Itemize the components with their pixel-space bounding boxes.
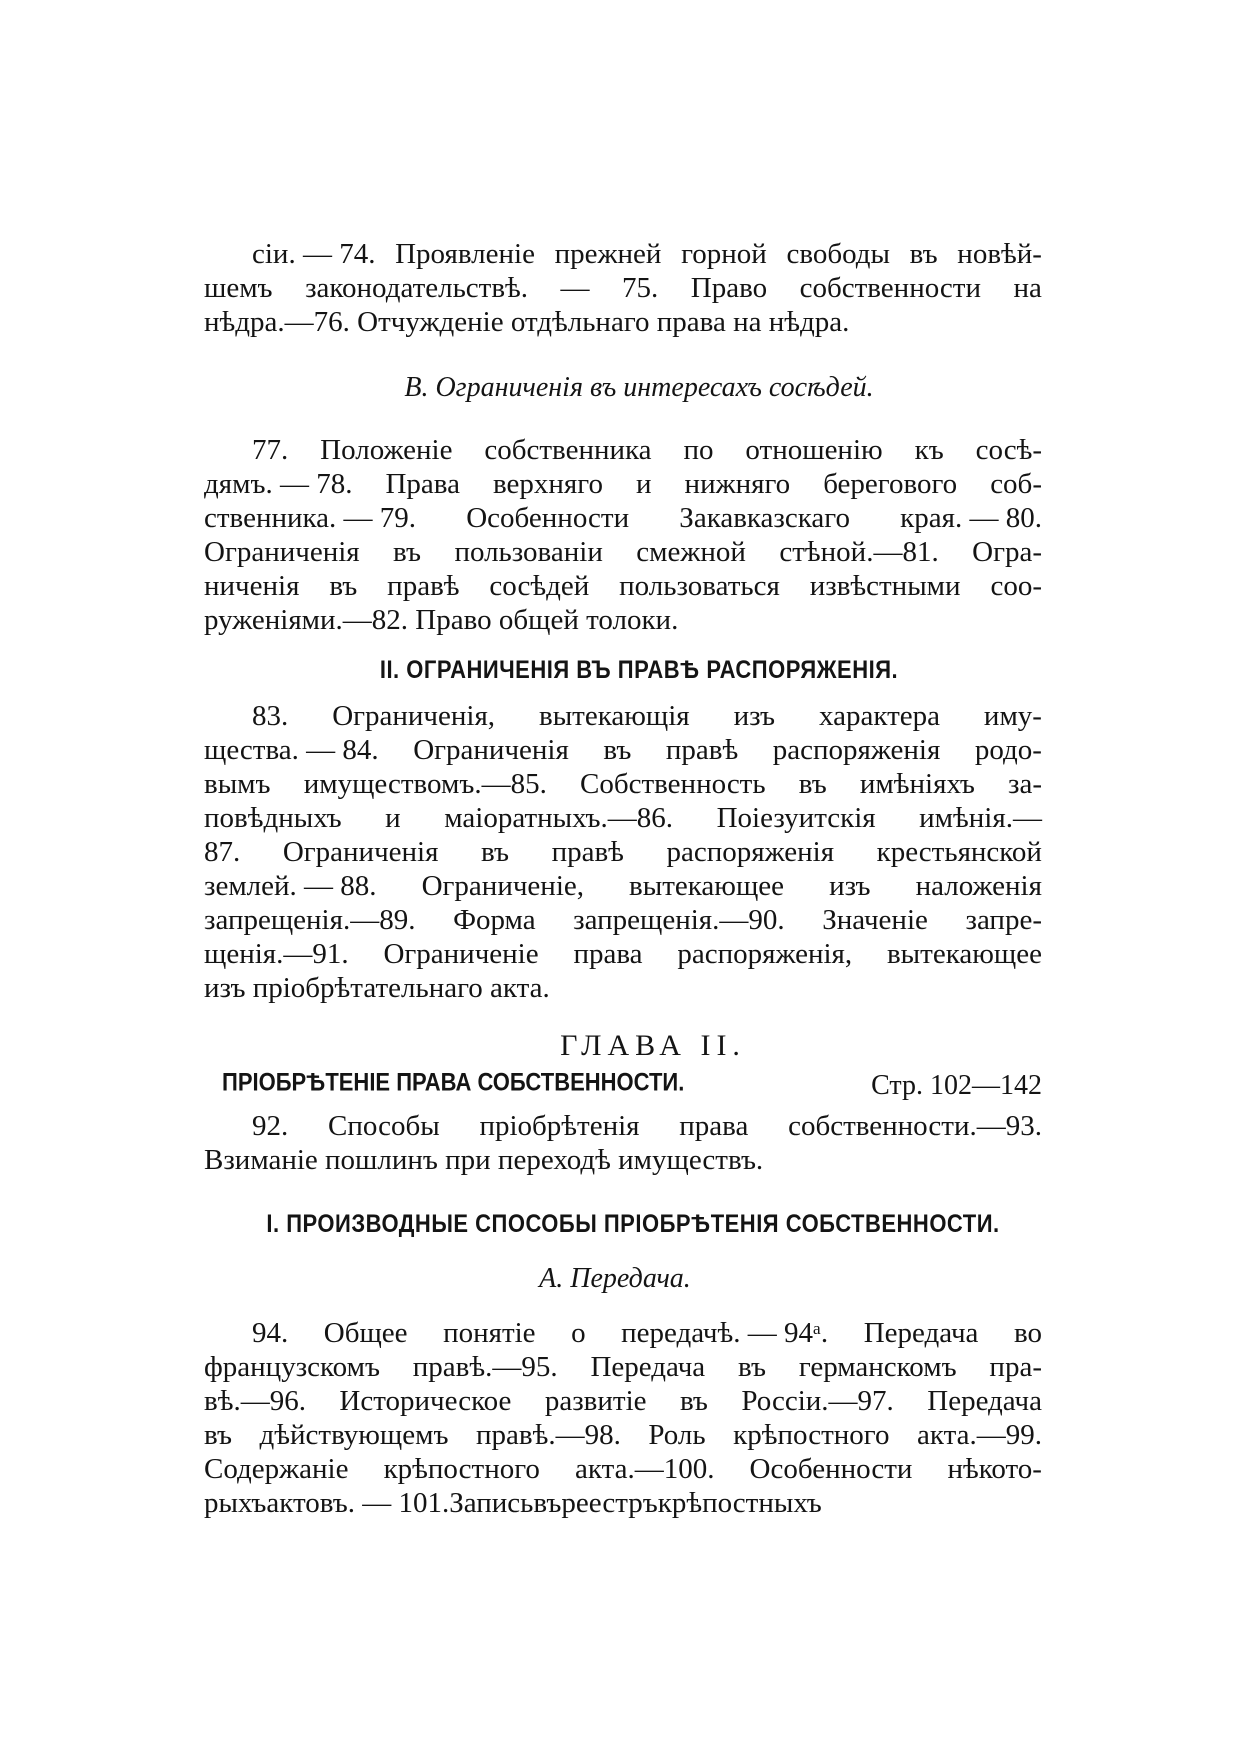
text-segment: Поіезуитскія xyxy=(716,802,876,834)
text-segment: за- xyxy=(1008,768,1042,800)
text-segment: распоряженія, xyxy=(677,938,853,970)
text-segment: 94. xyxy=(252,1317,289,1349)
chapter-page-range: Стр. 102—142 xyxy=(871,1070,1042,1101)
text-line xyxy=(204,1109,1042,1143)
text-segment: Закавказскаго xyxy=(679,502,850,534)
text-segment: соб- xyxy=(990,468,1042,500)
chapter-heading xyxy=(222,1067,1042,1102)
text-segment: Права xyxy=(385,468,460,500)
text-segment: наложенія xyxy=(915,870,1042,902)
text-line xyxy=(204,1316,1042,1350)
text-line xyxy=(204,1452,1042,1486)
text-segment: правѣ.—98. xyxy=(476,1419,621,1451)
text-segment: изъ xyxy=(733,700,776,732)
text-segment: развитіе xyxy=(544,1385,647,1417)
paragraph-neighbor-restrictions xyxy=(204,433,1042,637)
text-segment: нижняго xyxy=(684,468,791,500)
text-segment: рыхъ xyxy=(204,1487,267,1519)
text-line xyxy=(204,1418,1042,1452)
text-line xyxy=(204,467,1042,501)
text-segment: стѣной.—81. xyxy=(779,536,939,568)
text-segment: нѣдра.—76. Отчужденіе отдѣльнаго права на нѣдра. xyxy=(204,306,850,338)
text-segment: и xyxy=(385,802,401,834)
text-line xyxy=(204,501,1042,535)
text-segment: Россіи.—97. xyxy=(741,1385,894,1417)
text-segment: актовъ. — 101. xyxy=(266,1487,450,1519)
text-line xyxy=(204,237,1042,271)
text-segment: правѣ xyxy=(665,734,739,766)
text-segment: законодательствѣ. xyxy=(305,272,529,304)
section-heading-disposal-restrictions: II. ОГРАНИЧЕНІЯ ВЪ ПРАВѢ РАСПОРЯЖЕНІЯ. xyxy=(379,655,899,684)
text-segment: Запись xyxy=(449,1487,534,1519)
text-segment: вѣ.—96. xyxy=(204,1385,306,1417)
text-segment: имѣнія.— xyxy=(919,802,1042,834)
text-segment: пользоваться xyxy=(619,570,780,602)
text-segment: 77. xyxy=(252,434,289,466)
text-segment: Содержаніе xyxy=(204,1453,349,1485)
text-segment: запре- xyxy=(965,904,1042,936)
text-segment: въ xyxy=(603,734,632,766)
text-segment: прежней xyxy=(554,238,662,270)
text-segment: крѣпостного xyxy=(383,1453,540,1485)
text-line xyxy=(204,869,1042,903)
text-segment: права xyxy=(573,938,643,970)
text-segment: характера xyxy=(819,700,940,732)
text-line xyxy=(204,801,1042,835)
text-segment: въ xyxy=(679,1385,708,1417)
text-segment: берегового xyxy=(823,468,958,500)
text-segment: распоряженія xyxy=(772,734,941,766)
text-segment: пользованіи xyxy=(454,536,603,568)
text-segment: руженіями.—82. Право общей толоки. xyxy=(204,604,679,636)
text-segment: 87. xyxy=(204,836,241,868)
text-segment: Роль xyxy=(648,1419,706,1451)
text-segment: смежной xyxy=(636,536,746,568)
text-segment: имуществомъ.—85. xyxy=(303,768,547,800)
text-segment: во xyxy=(1013,1317,1042,1349)
text-segment: французскомъ xyxy=(204,1351,380,1383)
chapter-title: ПРІОБРѢТЕНІЕ ПРАВА СОБСТВЕННОСТИ. xyxy=(222,1067,685,1097)
text-line xyxy=(204,603,1042,637)
text-segment: Взиманіе пошлинъ при переходѣ имуществъ. xyxy=(204,1144,764,1176)
text-line xyxy=(204,1143,1042,1177)
text-segment: щенія.—91. xyxy=(204,938,349,970)
text-segment: горной xyxy=(681,238,767,270)
text-segment: Ограниченія xyxy=(282,836,439,868)
text-segment: въ xyxy=(393,536,422,568)
text-segment: правѣ xyxy=(387,570,460,602)
text-segment: реестръ xyxy=(561,1487,658,1519)
text-segment: крѣпостного xyxy=(733,1419,890,1451)
text-segment: дямъ. — 78. xyxy=(204,468,353,500)
text-segment: Ограниченія xyxy=(413,734,569,766)
text-segment: свободы xyxy=(786,238,891,270)
text-segment: извѣстными xyxy=(809,570,961,602)
text-segment: правѣ xyxy=(551,836,624,868)
text-segment: по xyxy=(683,434,714,466)
text-segment: вытекающее xyxy=(886,938,1042,970)
text-segment: Право xyxy=(690,272,768,304)
text-segment: Особенности xyxy=(466,502,630,534)
text-segment: нѣкото- xyxy=(947,1453,1042,1485)
text-line xyxy=(204,305,1042,339)
text-segment: землей. — 88. xyxy=(204,870,377,902)
text-line xyxy=(204,937,1042,971)
text-segment: въ xyxy=(533,1487,562,1519)
text-segment: новѣй- xyxy=(957,238,1042,270)
text-segment: на xyxy=(1013,272,1042,304)
text-segment: вытекающія xyxy=(539,700,690,732)
text-line xyxy=(204,433,1042,467)
text-line xyxy=(204,1350,1042,1384)
text-segment: понятіе xyxy=(443,1317,536,1349)
text-segment: акта.—99. xyxy=(917,1419,1042,1451)
text-segment: передачѣ. — 94ᵃ. xyxy=(621,1317,829,1349)
text-segment: о xyxy=(571,1317,586,1349)
text-segment: имѣніяхъ xyxy=(859,768,975,800)
text-line xyxy=(204,1384,1042,1418)
text-segment: иму- xyxy=(983,700,1042,732)
text-segment: распоряженія xyxy=(666,836,835,868)
text-segment: вымъ xyxy=(204,768,271,800)
text-segment: изъ xyxy=(829,870,871,902)
text-segment: въ xyxy=(909,238,938,270)
text-segment: Историческое xyxy=(339,1385,512,1417)
text-segment: акта.—100. xyxy=(574,1453,715,1485)
text-line xyxy=(204,971,1042,1005)
text-segment: ниченія xyxy=(204,570,300,602)
text-segment: запрещенія.—89. xyxy=(204,904,416,936)
text-segment: дѣйствующемъ xyxy=(259,1419,449,1451)
text-segment: — xyxy=(560,272,590,304)
text-segment: вытекающее xyxy=(629,870,785,902)
text-segment: права xyxy=(679,1110,749,1142)
text-segment: щества. — 84. xyxy=(204,734,379,766)
text-line xyxy=(204,569,1042,603)
paragraph-transfer xyxy=(204,1316,1042,1520)
text-segment: собственника xyxy=(484,434,652,466)
text-segment: Огра- xyxy=(972,536,1042,568)
text-segment: Ограниченіе, xyxy=(421,870,584,902)
text-segment: Форма xyxy=(453,904,536,936)
text-segment: Проявленіе xyxy=(395,238,535,270)
chapter-label: ГЛАВА II. xyxy=(560,1029,746,1062)
text-segment: Значеніе xyxy=(822,904,928,936)
text-segment: сосѣдей xyxy=(489,570,590,602)
text-line xyxy=(204,767,1042,801)
text-segment: въ xyxy=(329,570,358,602)
text-segment: 75. xyxy=(622,272,659,304)
section-heading-neighbors: В. Ограниченія въ интересахъ сосѣдей. xyxy=(404,372,874,403)
text-segment: 83. xyxy=(252,700,289,732)
text-segment: Передача xyxy=(863,1317,979,1349)
text-segment: Передача xyxy=(927,1385,1042,1417)
text-segment: маіоратныхъ.—86. xyxy=(444,802,674,834)
text-segment: къ xyxy=(914,434,944,466)
text-segment: родо- xyxy=(974,734,1042,766)
text-line xyxy=(204,699,1042,733)
text-line xyxy=(204,271,1042,305)
text-segment: и xyxy=(635,468,652,500)
subsection-heading-transfer: А. Передача. xyxy=(539,1263,691,1294)
text-segment: шемъ xyxy=(204,272,273,304)
text-segment: Ограниченія xyxy=(204,536,360,568)
text-segment: 92. xyxy=(252,1110,289,1142)
text-segment: крестьянской xyxy=(876,836,1042,868)
text-line xyxy=(204,1486,1042,1520)
text-segment: крѣпостныхъ xyxy=(657,1487,822,1519)
text-line xyxy=(204,535,1042,569)
text-segment: верхняго xyxy=(493,468,603,500)
text-segment: края. — 80. xyxy=(900,502,1042,534)
text-segment: собственности xyxy=(799,272,982,304)
text-segment: запрещенія.—90. xyxy=(573,904,785,936)
text-segment: Особенности xyxy=(749,1453,913,1485)
text-segment: Общее xyxy=(323,1317,408,1349)
text-segment: ственника. — 79. xyxy=(204,502,417,534)
text-segment: сіи. — 74. xyxy=(252,238,376,270)
text-segment: Ограниченія, xyxy=(332,700,496,732)
text-segment: Способы xyxy=(328,1110,440,1142)
text-segment: въ xyxy=(738,1351,766,1383)
text-segment: въ xyxy=(798,768,827,800)
text-segment: соо- xyxy=(990,570,1042,602)
text-segment: изъ пріобрѣтательнаго акта. xyxy=(204,972,550,1004)
text-segment: Положеніе xyxy=(320,434,453,466)
text-segment: пріобрѣтенія xyxy=(479,1110,640,1142)
text-segment: Ограниченіе xyxy=(383,938,539,970)
paragraph-disposal-restrictions xyxy=(204,699,1042,1005)
text-line xyxy=(204,903,1042,937)
text-segment: Передача xyxy=(590,1351,706,1383)
section-heading-derivative-acquisition: I. ПРОИЗВОДНЫЕ СПОСОБЫ ПРІОБРѢТЕНІЯ СОБСТВЕННОСТИ. xyxy=(266,1209,1000,1238)
text-segment: пра- xyxy=(989,1351,1042,1383)
text-segment: правѣ.—95. xyxy=(412,1351,558,1383)
text-segment: германскомъ xyxy=(798,1351,957,1383)
text-line xyxy=(204,733,1042,767)
text-segment: повѣдныхъ xyxy=(204,802,342,834)
text-segment: въ xyxy=(204,1419,232,1451)
text-segment: въ xyxy=(481,836,509,868)
text-line xyxy=(204,835,1042,869)
text-segment: Собственность xyxy=(580,768,766,800)
text-segment: отношенію xyxy=(745,434,883,466)
paragraph-mining-rights xyxy=(204,237,1042,339)
text-segment: собственности.—93. xyxy=(788,1110,1042,1142)
paragraph-acquisition-methods xyxy=(204,1109,1042,1177)
text-segment: сосѣ- xyxy=(975,434,1042,466)
